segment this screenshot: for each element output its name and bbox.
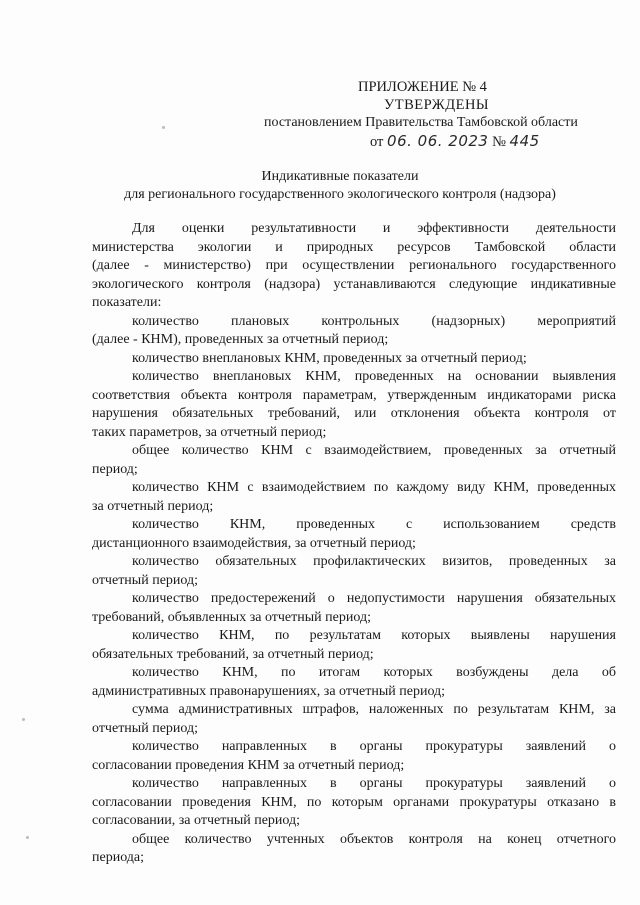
- indicator-item-line: количество КНМ, по итогам которых возбуждены дела об: [132, 665, 616, 680]
- scan-speck: [26, 836, 29, 839]
- intro-line: Для оценки результативности и эффективности деятельности: [132, 221, 616, 236]
- indicator-item-line: количество обязательных профилактических визитов, проведенных за: [132, 554, 616, 569]
- indicator-item-line: таких параметров, за отчетный период;: [92, 424, 327, 440]
- resolution-label: постановлением Правительства Тамбовской области: [264, 115, 578, 130]
- indicator-item-line: отчетный период;: [92, 572, 199, 588]
- indicator-item-line: количество КНМ с взаимодействием по каждому виду КНМ, проведенных: [132, 480, 616, 495]
- approved-label: УТВЕРЖДЕНЫ: [384, 97, 490, 113]
- scan-speck: [162, 126, 165, 129]
- scan-speck: [22, 718, 25, 721]
- resolution-date-line: [258, 132, 618, 151]
- indicator-item-line: количество предостережений о недопустимости нарушения обязательных: [132, 591, 616, 606]
- title-line: Индикативные показатели: [261, 169, 419, 184]
- indicator-item-line: периода;: [92, 850, 145, 865]
- intro-line: министерства экологии и природных ресурсов Тамбовской области: [92, 239, 616, 255]
- intro-line: показатели:: [92, 295, 162, 310]
- indicator-item-line: нарушения обязательных требований, или отклонения объекта контроля от: [92, 406, 616, 421]
- indicator-item-line: количество КНМ, по результатам которых выявлены нарушения: [132, 628, 616, 643]
- date-prefix: от: [370, 134, 384, 150]
- indicator-item-line: дистанционного взаимодействия, за отчетный период;: [92, 535, 416, 551]
- indicator-item-line: согласовании, за отчетный период;: [92, 813, 301, 828]
- appendix-label: ПРИЛОЖЕНИЕ № 4: [358, 79, 487, 95]
- number-sign: №: [492, 134, 506, 150]
- intro-line: (далее - министерство) при осуществлении регионального государственного: [92, 258, 616, 273]
- indicator-item-line: (далее - КНМ), проведенных за отчетный период;: [92, 332, 389, 347]
- indicator-item-line: количество плановых контрольных (надзорных) мероприятий: [132, 313, 616, 329]
- indicator-item-line: количество направленных в органы прокуратуры заявлений о: [132, 776, 616, 791]
- indicator-item-line: общее количество учтенных объектов контроля на конец отчетного: [132, 831, 616, 847]
- document-body: [92, 220, 616, 868]
- handwritten-number: 445: [509, 132, 540, 150]
- indicator-item-line: общее количество КНМ с взаимодействием, проведенных за отчетный: [132, 443, 616, 458]
- indicator-item-line: отчетный период;: [92, 720, 199, 736]
- indicator-item-line: количество внеплановых КНМ, проведенных за отчетный период;: [132, 350, 527, 366]
- handwritten-date: 06. 06. 2023: [387, 132, 489, 150]
- indicator-item-line: за отчетный период;: [92, 498, 214, 514]
- indicator-item-line: количество КНМ, проведенных с использованием средств: [132, 517, 616, 532]
- indicator-item-line: количество направленных в органы прокуратуры заявлений о: [132, 739, 616, 754]
- indicator-item-line: согласовании проведения КНМ за отчетный период;: [92, 757, 405, 773]
- indicator-item-line: соответствия объекта контроля параметрам, утвержденным индикаторами риска: [92, 387, 616, 403]
- title-line: для регионального государственного экологического контроля (надзора): [124, 187, 556, 202]
- intro-line: экологического контроля (надзора) устанавливаются следующие индикативные: [92, 276, 616, 292]
- indicator-item-line: согласовании проведения КНМ, по которым органами прокуратуры отказано в: [92, 794, 616, 810]
- document-title: [60, 168, 620, 204]
- indicator-item-line: период;: [92, 461, 138, 477]
- indicator-item-line: обязательных требований, за отчетный период;: [92, 646, 374, 662]
- indicator-item-line: количество внеплановых КНМ, проведенных на основании выявления: [132, 369, 616, 384]
- indicator-item-line: требований, объявленных за отчетный период;: [92, 609, 371, 625]
- indicator-item-line: сумма административных штрафов, наложенных по результатам КНМ, за: [132, 702, 616, 717]
- indicator-item-line: административных правонарушениях, за отчетный период;: [92, 683, 446, 699]
- approval-header: [258, 78, 618, 151]
